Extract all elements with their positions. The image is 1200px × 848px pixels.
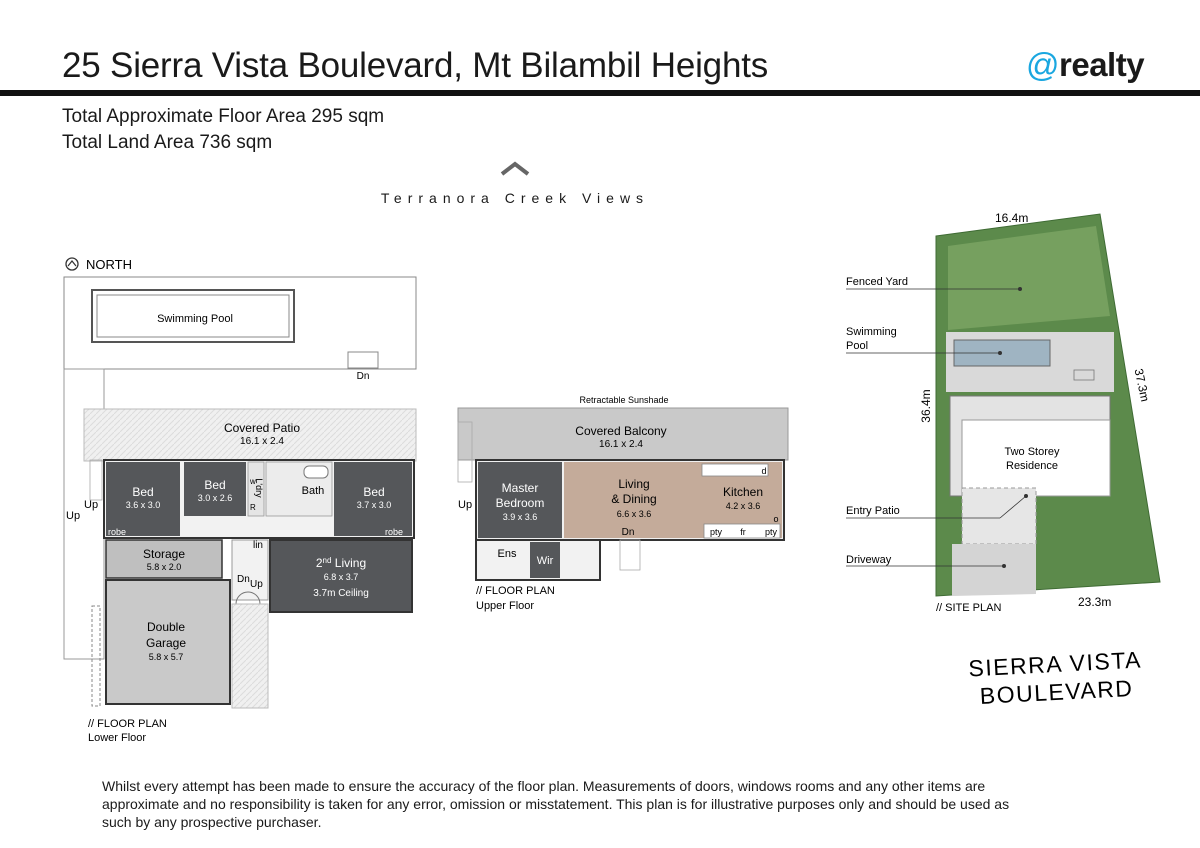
- entry-path: [232, 604, 268, 708]
- robe3-label: robe: [385, 527, 404, 537]
- fenced-leader-dot: [1018, 287, 1022, 291]
- second-living-ceiling: 3.7m Ceiling: [313, 588, 369, 599]
- land-area: Total Land Area 736 sqm: [62, 132, 273, 153]
- bed3-room: [334, 462, 412, 536]
- upper-front-stairs: [620, 540, 640, 570]
- laundry-r: R: [250, 503, 256, 512]
- garage-label-2: Garage: [145, 636, 187, 650]
- patio-dim: 16.1 x 2.4: [240, 436, 284, 447]
- bed1-room: [106, 462, 180, 536]
- site-entry-label: Entry Patio: [846, 505, 900, 517]
- second-living-label: 2nd Living: [315, 556, 367, 570]
- balcony-dim: 16.1 x 2.4: [599, 439, 643, 450]
- upper-floor-plan: [458, 395, 788, 612]
- sunshade-label: Retractable Sunshade: [579, 395, 669, 405]
- depth-left: 36.4m: [919, 389, 933, 423]
- living-dim: 6.6 x 3.6: [616, 509, 652, 519]
- fridge: fr: [740, 527, 746, 537]
- driveway-leader-dot: [1002, 564, 1006, 568]
- logo-at-symbol: @: [1026, 46, 1059, 83]
- kitchen-d: d: [761, 466, 767, 476]
- street-name: [968, 646, 1144, 709]
- kitchen-bench: [702, 464, 768, 476]
- depth-right: 37.3m: [1131, 367, 1153, 403]
- street-name-1: SIERRA VISTA: [967, 646, 1143, 682]
- kitchen-o: o: [773, 514, 779, 524]
- garage-dim: 5.8 x 5.7: [148, 652, 184, 662]
- bath-tub-icon: [304, 466, 328, 478]
- pool-label: Swimming Pool: [157, 313, 233, 325]
- second-living-dim: 6.8 x 3.7: [323, 572, 359, 582]
- living-label-2: & Dining: [611, 492, 657, 506]
- views-label: Terranora Creek Views: [380, 190, 650, 206]
- upper-plan-label-1: // FLOOR PLAN: [476, 585, 555, 597]
- garage-label-1: Double: [146, 620, 186, 634]
- bed1-label: Bed: [132, 485, 154, 499]
- storage-dim: 5.8 x 2.0: [146, 562, 182, 572]
- laundry-label: L'dry: [254, 478, 264, 498]
- site-plan: [846, 211, 1160, 709]
- north-compass-icon: [66, 258, 78, 270]
- robe1-label: robe: [108, 527, 127, 537]
- pool-steps: [348, 352, 378, 368]
- upper-dn: Dn: [621, 527, 635, 538]
- lower-plan-label-2: Lower Floor: [88, 732, 147, 744]
- bed3-dim: 3.7 x 3.0: [356, 500, 392, 510]
- pool-leader-dot: [998, 351, 1002, 355]
- linen-label: lin: [252, 540, 264, 551]
- site-residence: [962, 420, 1110, 496]
- lower-stairs: [90, 460, 102, 500]
- north-label: NORTH: [86, 257, 132, 272]
- laundry-w: w: [250, 477, 256, 486]
- page-title: 25 Sierra Vista Boulevard, Mt Bilambil Heights: [62, 46, 769, 85]
- lower-up-1: Up: [84, 499, 99, 511]
- site-pool-label-2: Pool: [846, 340, 869, 352]
- lower-up-3: Up: [250, 579, 263, 590]
- floor-area: Total Approximate Floor Area 295 sqm: [62, 106, 385, 127]
- site-plan-label: // SITE PLAN: [936, 602, 1002, 614]
- width-top: 16.4m: [995, 211, 1029, 225]
- width-bottom: 23.3m: [1078, 595, 1112, 609]
- living-label-1: Living: [618, 477, 650, 491]
- logo-word: realty: [1059, 46, 1145, 83]
- bed2-label: Bed: [204, 478, 226, 492]
- lower-floor-plan: [64, 257, 416, 744]
- bath-label: Bath: [301, 485, 325, 497]
- master-label-1: Master: [501, 481, 539, 495]
- bed2-dim: 3.0 x 2.6: [197, 493, 233, 503]
- lower-plan-label-1: // FLOOR PLAN: [88, 718, 167, 730]
- master-dim: 3.9 x 3.6: [502, 512, 538, 522]
- kitchen-label: Kitchen: [722, 485, 764, 499]
- north-arrow-icon: [68, 261, 76, 266]
- lower-dn: Dn: [237, 574, 250, 585]
- pantry-2: pty: [764, 527, 778, 537]
- street-name-2: BOULEVARD: [979, 674, 1135, 709]
- upper-plan-label-2: Upper Floor: [476, 600, 535, 612]
- entry-leader-dot: [1024, 494, 1028, 498]
- residence-label-2: Residence: [1006, 460, 1058, 472]
- site-driveway: [952, 544, 1036, 596]
- disclaimer: Whilst every attempt has been made to ensure the accuracy of the floor plan. Measurements of doors, windows rooms and any other items are approximate and no responsibility is taken for any error, omission or misstatement. This plan is for illustrative purposes only and should be used as such by any prospective purchaser.: [102, 778, 1010, 830]
- wir-label: Wir: [536, 555, 554, 567]
- site-pool-label-1: Swimming: [846, 326, 897, 338]
- residence-label-1: Two Storey: [1004, 446, 1060, 458]
- garage-dashed-edge: [92, 606, 100, 706]
- driveway-label: Driveway: [846, 554, 892, 566]
- lower-up-2: Up: [66, 510, 81, 522]
- master-label-2: Bedroom: [495, 496, 545, 510]
- covered-patio: [84, 409, 416, 461]
- patio-label: Covered Patio: [223, 421, 301, 435]
- fenced-label: Fenced Yard: [846, 276, 908, 288]
- bed1-dim: 3.6 x 3.0: [125, 500, 161, 510]
- ensuite-label: Ens: [497, 548, 517, 560]
- kitchen-dim: 4.2 x 3.6: [725, 501, 761, 511]
- pantry-1: pty: [709, 527, 723, 537]
- upper-up: Up: [458, 499, 473, 511]
- storage-label: Storage: [142, 547, 186, 561]
- balcony-label: Covered Balcony: [575, 424, 667, 438]
- pool-steps-dn: Dn: [356, 371, 370, 382]
- bed3-label: Bed: [363, 485, 385, 499]
